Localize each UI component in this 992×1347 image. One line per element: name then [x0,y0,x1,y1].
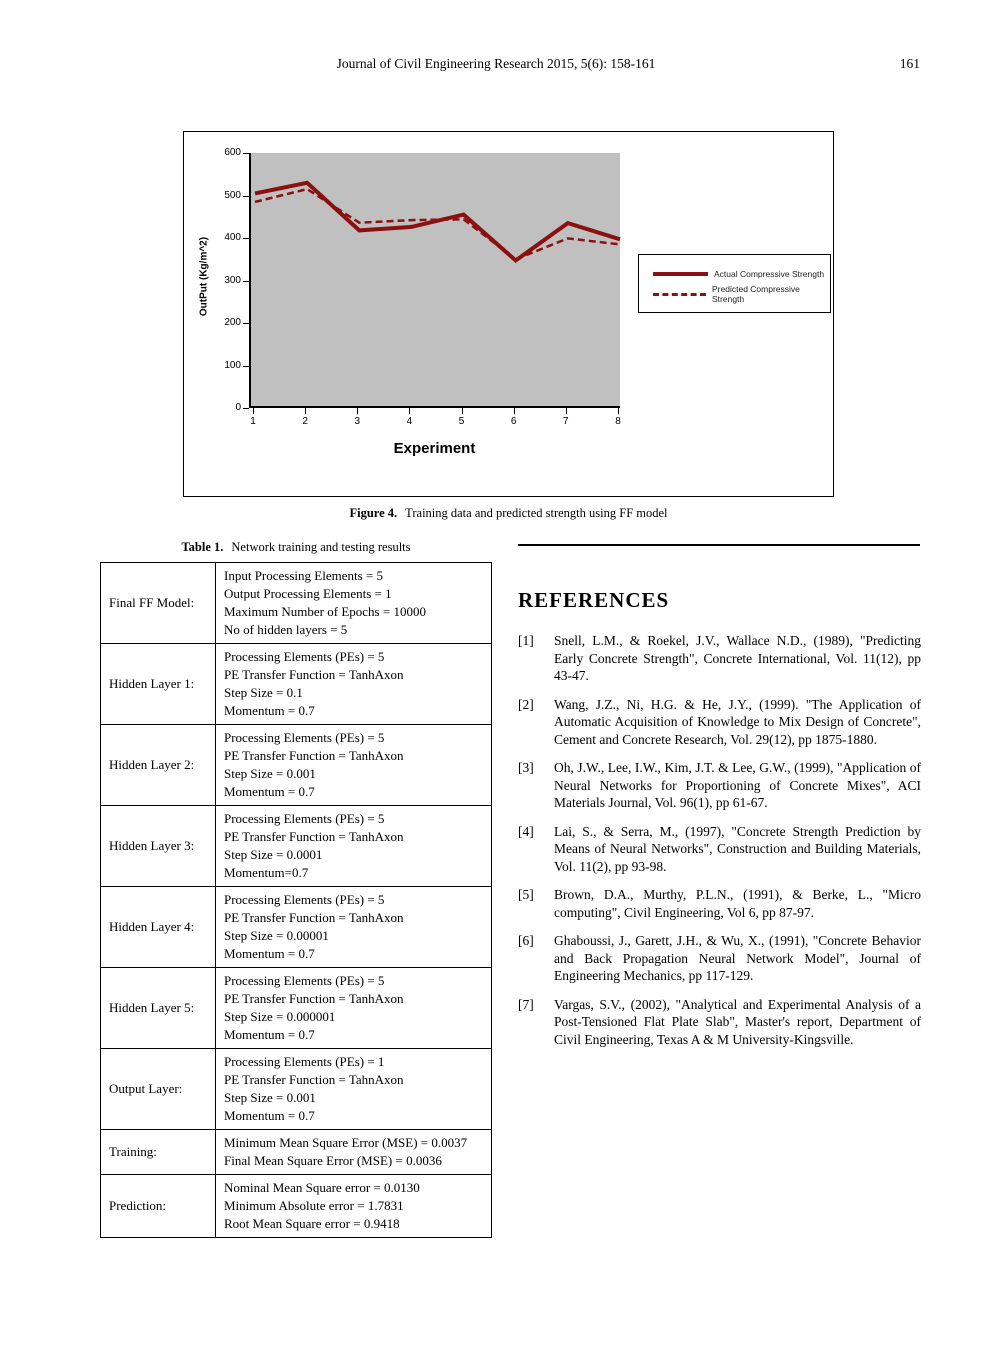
table-row [101,1049,492,1130]
x-tick-label: 4 [406,416,413,427]
y-tick-label: 100 [224,359,241,371]
legend-entry [653,284,830,304]
figure-4-box [183,131,834,497]
reference-item [518,759,921,812]
reference-number: [1] [518,633,534,648]
table-value-line: Root Mean Square error = 0.9418 [224,1216,400,1231]
x-tick-mark [409,408,410,414]
table-value-line: Step Size = 0.1 [224,685,303,700]
reference-text: Snell, L.M., & Roekel, J.V., Wallace N.D., (1989), "Predicting Early Concrete Strength", Concrete International, Vol. 11(12), pp 43-47. [554,633,921,683]
table-value-line: Processing Elements (PEs) = 5 [224,649,385,664]
table-row [101,725,492,806]
figure-caption-text: Training data and predicted strength using FF model [405,506,668,520]
table-row-values [216,725,492,806]
table-value-line: Processing Elements (PEs) = 5 [224,730,385,745]
legend-solid-line-sample [653,272,708,276]
y-tick-label: 600 [224,147,241,158]
figure-caption-label: Figure 4. [349,506,398,520]
reference-number: [2] [518,696,534,712]
reference-text: Vargas, S.V., (2002), "Analytical and Experimental Analysis of a Post-Tensioned Flat Plate Slab", Master's report, Department of Civil Engineering, Texas A & M University-Kingsville. [554,996,921,1047]
table-value-line: Final Mean Square Error (MSE) = 0.0036 [224,1153,442,1168]
reference-text: Brown, D.A., Murthy, P.L.N., (1991), & Berke, L., "Micro computing", Civil Engineering, Vol 6, pp 87-97. [554,887,921,920]
series-line-solid [255,183,620,261]
table-value-line: Input Processing Elements = 5 [224,568,383,583]
table-value-line: Processing Elements (PEs) = 1 [224,1054,385,1069]
table-row [101,1130,492,1175]
x-tick-label: 8 [615,416,621,427]
chart-plot-area [249,153,620,408]
table-value-line: Step Size = 0.000001 [224,1009,336,1024]
table-row-values [216,887,492,968]
table-value-line: PE Transfer Function = TahnAxon [224,1072,404,1087]
x-tick-label: 7 [563,416,569,427]
table-value-line: Momentum = 0.7 [224,1108,315,1123]
y-tick-label: 500 [224,189,241,201]
table-row-label: Final FF Model: [101,563,216,644]
table-value-line: PE Transfer Function = TanhAxon [224,991,404,1006]
reference-number: [4] [518,823,534,839]
reference-item [518,932,921,985]
y-tick-mark [243,366,249,367]
table-row-values [216,806,492,887]
table-value-line: Nominal Mean Square error = 0.0130 [224,1180,420,1195]
table-value-line: Processing Elements (PEs) = 5 [224,892,385,907]
x-tick-mark [357,408,358,414]
chart-legend [638,254,831,313]
table-row-label: Training: [101,1130,216,1175]
table-row-values [216,563,492,644]
table-value-line: Processing Elements (PEs) = 5 [224,973,385,988]
table-row-values [216,1049,492,1130]
x-tick-label: 2 [302,416,308,427]
reference-item [518,632,921,685]
x-tick-mark [253,408,254,414]
table-value-line: Momentum = 0.7 [224,784,315,799]
table-row-label: Hidden Layer 5: [101,968,216,1049]
legend-dashed-line-sample [653,293,706,296]
table-value-line: Momentum = 0.7 [224,1027,315,1042]
x-tick-label: 3 [354,416,361,427]
table-value-line: Minimum Mean Square Error (MSE) = 0.0037 [224,1135,468,1150]
table-caption-text: Network training and testing results [231,540,411,554]
table-value-line: Momentum=0.7 [224,865,309,880]
line-chart [251,153,622,408]
table-row-values [216,968,492,1049]
references-list [518,632,921,1059]
references-divider-rule [518,544,920,546]
reference-item [518,996,921,1049]
table-value-line: Momentum = 0.7 [224,946,315,961]
table-value-line: Output Processing Elements = 1 [224,586,392,601]
table-row-values [216,644,492,725]
y-tick-mark [243,238,249,239]
reference-text: Lai, S., & Serra, M., (1997), "Concrete Strength Prediction by Means of Neural Networks", Construction and Building Materials, Vol. 11(2), pp 93-98. [554,823,921,874]
y-tick-label: 0 [235,402,241,413]
table-row-label: Output Layer: [101,1049,216,1130]
table-row-values [216,1130,492,1175]
table-row-label: Prediction: [101,1175,216,1238]
table-row-values [216,1175,492,1238]
page-number: 161 [899,56,920,71]
table-value-line: No of hidden layers = 5 [224,622,348,637]
table-row [101,806,492,887]
reference-item [518,886,921,921]
table-row [101,1175,492,1238]
table-caption [100,540,492,555]
y-tick-mark [243,196,249,197]
table-value-line: Step Size = 0.0001 [224,847,323,862]
table-value-line: PE Transfer Function = TanhAxon [224,910,404,925]
legend-entry [653,264,830,284]
x-tick-mark [566,408,567,414]
results-table [100,562,492,1238]
table-value-line: Step Size = 0.001 [224,766,316,781]
table-row-label: Hidden Layer 4: [101,887,216,968]
reference-number: [7] [518,996,534,1012]
x-tick-label: 5 [458,416,465,427]
legend-label: Predicted Compressive Strength [712,284,800,304]
reference-text: Ghaboussi, J., Garett, J.H., & Wu, X., (1991), "Concrete Behavior and Back Propagation Neural Network Model", Journal of Engineering Mechanics, pp 117-129. [554,933,921,983]
reference-number: [3] [518,760,534,775]
table-row [101,563,492,644]
reference-item [518,823,921,876]
reference-item [518,696,921,749]
table-value-line: PE Transfer Function = TanhAxon [224,748,404,763]
table-value-line: PE Transfer Function = TanhAxon [224,667,404,682]
table-row-label: Hidden Layer 1: [101,644,216,725]
y-tick-mark [243,323,249,324]
y-tick-mark [243,408,249,409]
y-tick-mark [243,153,249,154]
reference-text: Wang, J.Z., Ni, H.G. & He, J.Y., (1999). "The Application of Automatic Acquisition of Knowledge to Mix Design of Concrete", Cement and Concrete Research, Vol. 29(12), pp 1875-1880. [554,696,921,747]
y-tick-label: 300 [224,274,241,286]
reference-text: Oh, J.W., Lee, I.W., Kim, J.T. & Lee, G.W., (1999), "Application of Neural Networks for Proportioning of Concrete Mixes", ACI Materials Journal, Vol. 96(1), pp 61-67. [554,760,921,810]
table-value-line: Momentum = 0.7 [224,703,315,718]
x-tick-mark [618,408,619,414]
table-value-line: Step Size = 0.001 [224,1090,316,1105]
y-tick-label: 200 [224,317,241,328]
table-row-label: Hidden Layer 2: [101,725,216,806]
table-row [101,887,492,968]
x-axis-title: Experiment [393,440,476,457]
table-row-label: Hidden Layer 3: [101,806,216,887]
x-tick-mark [305,408,306,414]
table-value-line: Minimum Absolute error = 1.7831 [224,1198,404,1213]
journal-header: Journal of Civil Engineering Research 2015, 5(6): 158-161 [336,56,656,71]
references-heading: REFERENCES [518,588,670,612]
y-tick-label: 400 [224,232,241,243]
x-tick-label: 6 [510,416,517,427]
table-caption-label: Table 1. [181,540,224,554]
reference-number: [6] [518,933,534,948]
figure-caption [183,506,834,521]
table-value-line: Maximum Number of Epochs = 10000 [224,604,426,619]
x-tick-mark [462,408,463,414]
table-value-line: Processing Elements (PEs) = 5 [224,811,385,826]
x-tick-label: 1 [250,416,256,427]
legend-label: Actual Compressive Strength [714,269,825,279]
table-row [101,644,492,725]
y-axis-title: OutPut (Kg/m^2) [198,236,210,317]
table-value-line: Step Size = 0.00001 [224,928,329,943]
y-tick-mark [243,281,249,282]
table-row [101,968,492,1049]
table-value-line: PE Transfer Function = TanhAxon [224,829,404,844]
reference-number: [5] [518,887,534,902]
x-tick-mark [514,408,515,414]
